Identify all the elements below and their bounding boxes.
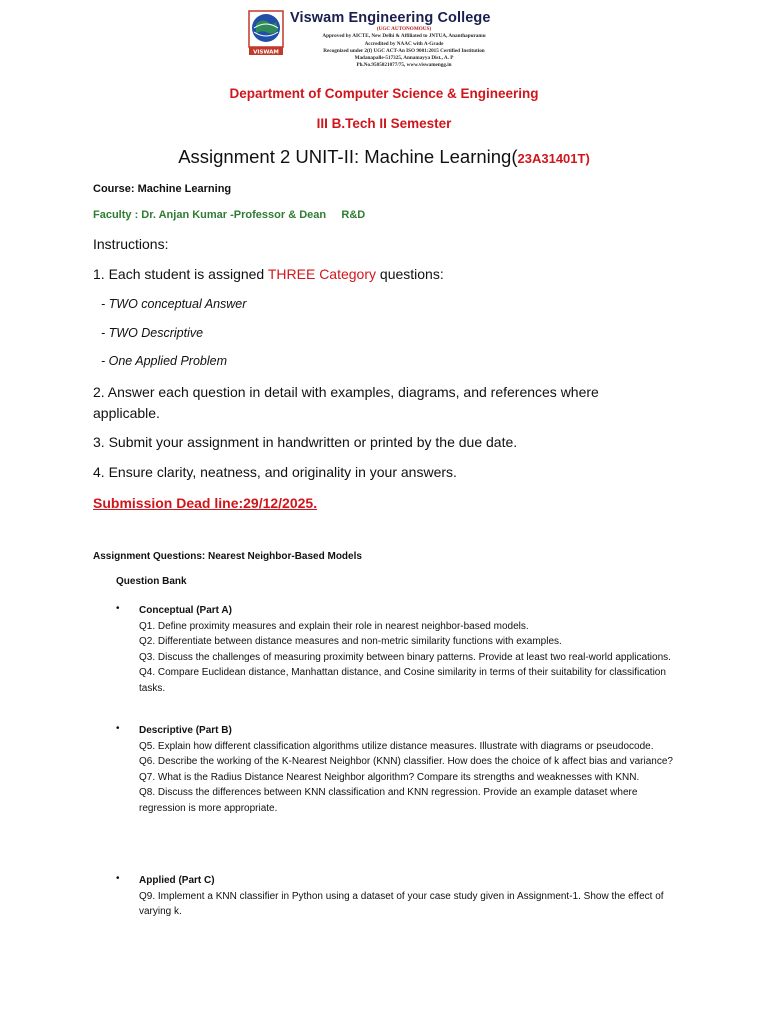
section-body: [139, 873, 675, 920]
section-title: Applied (Part C): [139, 875, 215, 886]
question-bank-heading: Question Bank: [116, 576, 187, 587]
bullet: •: [116, 603, 120, 614]
approval-line: Approved by AICTE, New Delhi & Affiliated to JNTUA, Ananthapuramu: [322, 33, 486, 40]
faculty-label: Faculty : Dr. Anjan Kumar -Professor & Dean R&D: [93, 209, 366, 221]
letterhead: [248, 10, 520, 76]
question-item: Q6. Describe the working of the K-Nearest Neighbor (KNN) classifier. How does the choice of k affect bias and variance?: [139, 756, 673, 767]
bullet: •: [116, 873, 120, 884]
instruction-3: 3. Submit your assignment in handwritten or printed by the due date.: [93, 434, 518, 450]
instruction-1-highlight: THREE Category: [267, 266, 377, 282]
address-line: Madanapalle-517325, Annamayya Dist., A. P: [354, 55, 454, 62]
instruction-2: 2. Answer each question in detail with examples, diagrams, and references where applicable.: [93, 384, 599, 421]
section-title: Conceptual (Part A): [139, 605, 232, 616]
question-item: Q3. Discuss the challenges of measuring proximity between binary patterns. Provide at least two real-world applications.: [139, 651, 671, 663]
bullet: •: [116, 723, 120, 734]
section-title: Descriptive (Part B): [139, 725, 232, 736]
college-details: [290, 26, 518, 70]
instruction-1-suffix: questions:: [376, 266, 444, 282]
sub-instruction-conceptual: - TWO conceptual Answer: [101, 297, 247, 311]
college-logo: [248, 10, 284, 54]
assignment-title-text: Assignment 2 UNIT-II: Machine Learning(: [178, 146, 518, 167]
accreditation-line: Accredited by NAAC with A-Grade: [364, 40, 444, 47]
sub-instruction-applied: - One Applied Problem: [101, 354, 227, 368]
section-body: [139, 723, 675, 816]
question-item: Q7. What is the Radius Distance Nearest Neighbor algorithm? Compare its strengths and weaknesses with KNN.: [139, 771, 640, 783]
instruction-1: [93, 266, 444, 282]
question-item: Q1. Define proximity measures and explain their role in nearest neighbor-based models.: [139, 620, 529, 632]
question-item: Q2. Differentiate between distance measures and non-metric similarity functions with examples.: [139, 636, 562, 647]
semester-heading: III B.Tech II Semester: [316, 116, 452, 131]
submission-deadline: Submission Dead line:29/12/2025.: [93, 495, 318, 511]
question-item: Q4. Compare Euclidean distance, Manhattan distance, and Cosine similarity in terms of their suitability for classification tasks.: [139, 667, 666, 694]
questions-heading: Assignment Questions: Nearest Neighbor-Based Models: [93, 551, 362, 562]
question-item: Q9. Implement a KNN classifier in Python using a dataset of your case study given in Assignment-1. Show the effect of varying k.: [139, 890, 664, 917]
contact-line: Ph.No.9505021077/75, www.viswamengg.in: [356, 62, 452, 69]
sub-instruction-descriptive: - TWO Descriptive: [101, 326, 204, 340]
course-code: 23A31401T): [517, 151, 590, 166]
instruction-4: 4. Ensure clarity, neatness, and originality in your answers.: [93, 464, 457, 480]
logo-text: VISWAM: [253, 49, 279, 56]
assignment-title: [0, 146, 768, 168]
course-label: Course: Machine Learning: [93, 183, 232, 195]
question-item: Q8. Discuss the differences between KNN classification and KNN regression. Provide an example dataset where regression is more appropriate.: [139, 787, 638, 814]
recognition-line: Recognized under 2(f) UGC ACT-An ISO 9001:2015 Certified Institution: [323, 47, 485, 54]
department-heading: Department of Computer Science & Engineering: [229, 86, 539, 101]
question-item: Q5. Explain how different classification algorithms utilize distance measures. Illustrate with diagrams or pseudocode.: [139, 740, 654, 752]
instruction-1-prefix: 1. Each student is assigned: [93, 266, 268, 282]
section-body: [139, 603, 675, 696]
college-name: Viswam Engineering College: [290, 10, 491, 26]
instructions-heading: Instructions:: [93, 236, 169, 252]
autonomy-line: (UGC AUTONOMOUS): [376, 26, 432, 32]
